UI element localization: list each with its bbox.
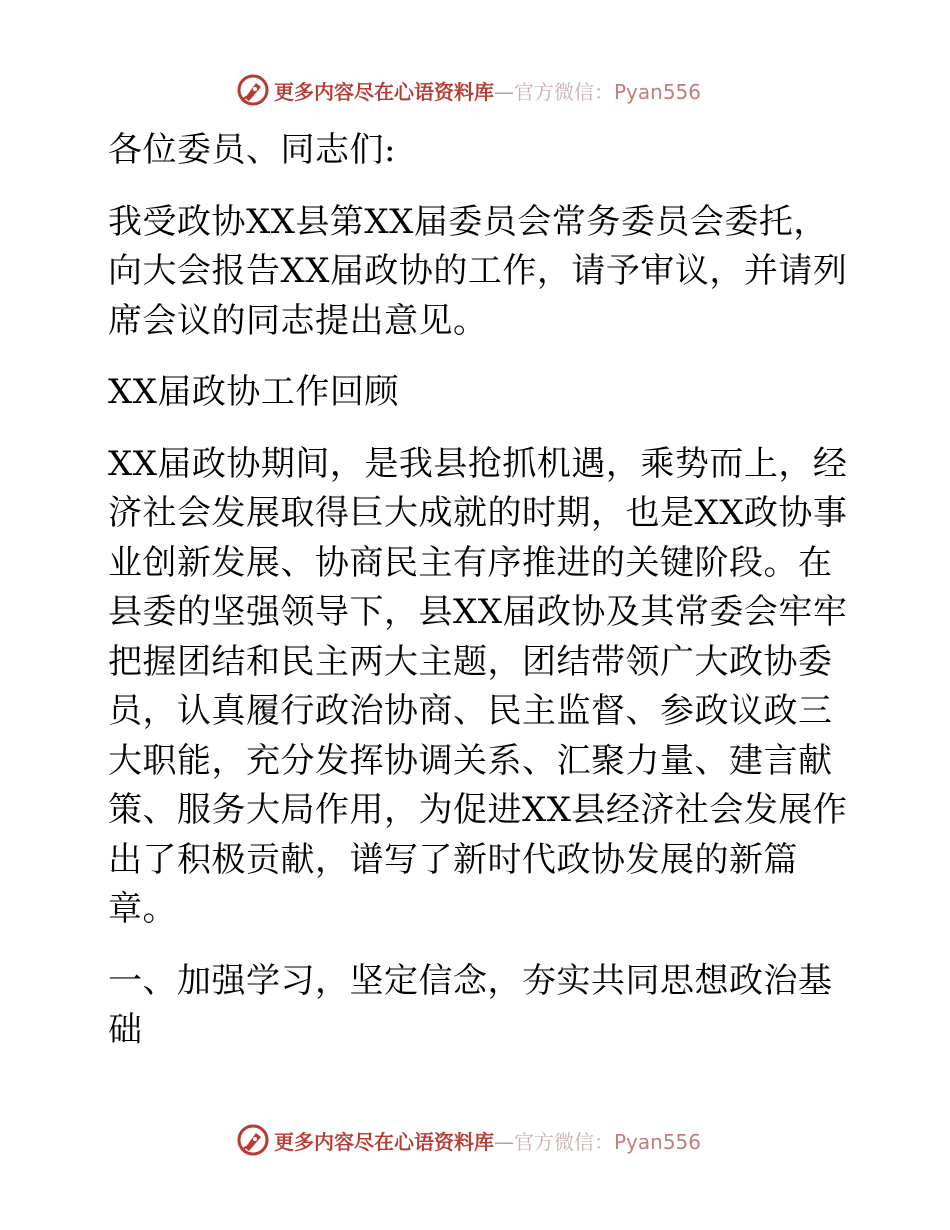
watermark-dash: — <box>494 79 514 104</box>
watermark-footer <box>236 1122 756 1158</box>
salutation: 各位委员、同志们: <box>108 130 396 170</box>
heading-work-review: XX届政协工作回顾 <box>108 372 399 412</box>
watermark-wechat-id: Pyan556 <box>614 1129 702 1154</box>
watermark-wechat-id: Pyan556 <box>614 79 702 104</box>
heading-section-one: 一、加强学习，坚定信念，夯实共同思想政治基础 <box>108 960 833 1050</box>
watermark-wechat-label: 官方微信： <box>514 1129 614 1154</box>
watermark-dash: — <box>494 1129 514 1154</box>
paragraph-review: XX届政协期间，是我县抢抓机遇，乘势而上，经济社会发展取得巨大成就的时期，也是XX政协事业创新发展、协商民主有序推进的关键阶段。在县委的坚强领导下，县XX届政协及其常委会牢牢把握团结和民主两大主题，团结带领广大政协委员，认真履行政治协商、民主监督、参政议政三大职能，充分发挥协调关系、汇聚力量、建言献策、服务大局作用，为促进XX县经济社会发展作出了积极贡献，谱写了新时代政协发展的新篇章。 <box>108 443 848 929</box>
watermark-main-text: 更多内容尽在心语资料库 <box>274 1129 494 1154</box>
watermark-header <box>236 72 756 108</box>
watermark-wechat-label: 官方微信： <box>514 79 614 104</box>
document-body <box>98 126 858 1056</box>
paragraph-intro: 我受政协XX县第XX届委员会常务委员会委托，向大会报告XX届政协的工作，请予审议，并请列席会议的同志提出意见。 <box>108 201 848 341</box>
pen-nib-logo-icon <box>236 73 270 107</box>
pen-nib-logo-icon <box>236 1123 270 1157</box>
watermark-main-text: 更多内容尽在心语资料库 <box>274 79 494 104</box>
